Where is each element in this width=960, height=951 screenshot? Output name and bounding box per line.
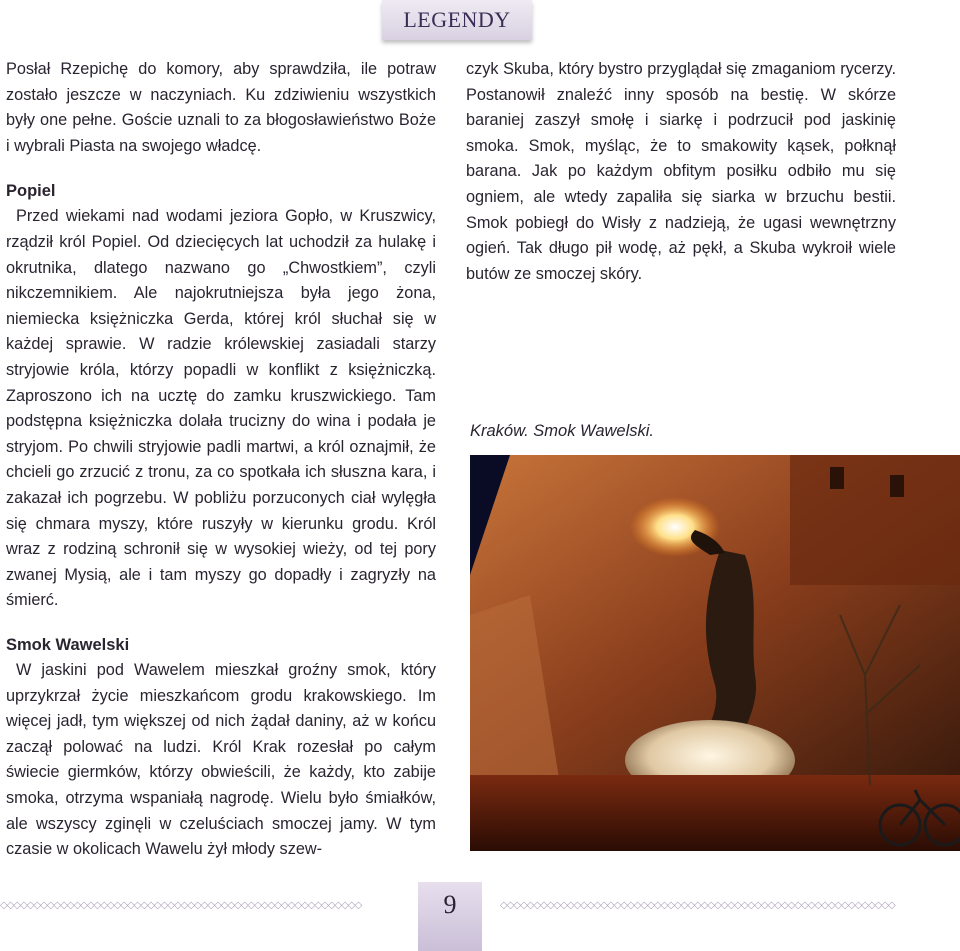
popiel-paragraph: Przed wiekami nad wodami jeziora Gopło, w Kruszwicy, rządził król Popiel. Od dziecięcych lat uchodził za hulakę i okrutnika, dlatego nazwano go „Chwostkiem”, czyli nikczemnikiem. Ale najokrutniejsza była jego żona, niemiecka księżniczka Gerda, której król słuchał się w każdej sprawie. W radzie królewskiej zasiadali starzy stryjowie króla, którzy popadli w konflikt z księżniczką. Zaproszono ich na ucztę do zamku kruszwickiego. Tam podstępna księżniczka dolała trucizny do wina i podała je stryjom. Po chwili stryjowie padli martwi, a król oznajmił, że chcieli go zrzucić z tronu, za co spotkała ich słuszna kara, i zakazał ich pogrzebu. W pobliżu porzuconych ciał wylęgła się chmara myszy, które ruszyły w kierunku grodu. Król wraz z rodziną schronił się w wysokiej wieży, od tej pory zwanej Mysią, ale i tam myszy go dopadły i zagryzły na śmierć.: [6, 207, 436, 610]
tower-window: [830, 467, 844, 489]
intro-paragraph: Posłał Rzepichę do komory, aby sprawdziła, ile potraw zostało jeszcze w naczyniach. Ku zdziwieniu wszystkich były one pełne. Goście uznali to za błogosławieństwo Boże i wybrali Piasta na swojego władcę.: [6, 60, 436, 155]
smok-paragraph: W jaskini pod Wawelem mieszkał groźny smok, który uprzykrzał życie mieszkańcom grodu krakowskiego. Im więcej jadł, tym większej od nich żądał daniny, aż w końcu zaczął polować na ludzi. Król Krak rozesłał po całym świecie giermków, którzy obwieścili, że każdy, kto zabije smoka, otrzyma wspaniałą nagrodę. Wielu było śmiałków, ale wszyscy zginęli w czeluściach smoczej jamy. W tym czasie w okolicach Wawelu żył młody szew-: [6, 661, 436, 859]
tower-window: [890, 475, 904, 497]
dragon-statue-illustration: [470, 455, 960, 851]
page-number-tab: [418, 882, 482, 951]
left-column-bottom: [6, 633, 436, 863]
smok-continuation-paragraph: czyk Skuba, który bystro przyglądał się zmaganiom rycerzy. Postanowił znaleźć inny sposób na bestię. W skórze baraniej zaszył smołę i siarkę i podrzucił pod jaskinię smoka. Smok, myśląc, że to smakowity kąsek, połknął barana. Jak po każdym obfitym posiłku odbiło mu się ogniem, ale wtedy zapaliła się siarka w brzuchu bestii. Smok pobiegł do Wisły z nadzieją, że ugasi wewnętrzny ogień. Tak długo pił wodę, aż pękł, a Skuba wykroił wiele butów ze smoczej skóry.: [466, 60, 896, 283]
popiel-heading: Popiel: [6, 182, 56, 201]
left-column-top: [6, 57, 436, 614]
page-number: 9: [443, 890, 457, 919]
section-title: LEGENDY: [403, 7, 511, 32]
castle-tower: [790, 455, 960, 585]
footer-ornament-right: ◇◇◇◇◇◇◇◇◇◇◇◇◇◇◇◇◇◇◇◇◇◇◇◇◇◇◇◇◇◇◇◇◇◇◇◇◇◇◇◇◇◇◇◇◇◇◇◇◇◇◇◇◇◇◇◇◇◇◇: [500, 900, 895, 911]
smok-heading: Smok Wawelski: [6, 636, 130, 654]
right-column: [466, 57, 896, 287]
dragon-statue-photo: [470, 455, 960, 851]
photo-caption: Kraków. Smok Wawelski.: [470, 422, 654, 440]
footer-ornament-left: ◇◇◇◇◇◇◇◇◇◇◇◇◇◇◇◇◇◇◇◇◇◇◇◇◇◇◇◇◇◇◇◇◇◇◇◇◇◇◇◇◇◇◇◇◇◇◇◇◇◇◇◇◇◇: [0, 900, 362, 911]
section-title-tab: [382, 0, 532, 40]
